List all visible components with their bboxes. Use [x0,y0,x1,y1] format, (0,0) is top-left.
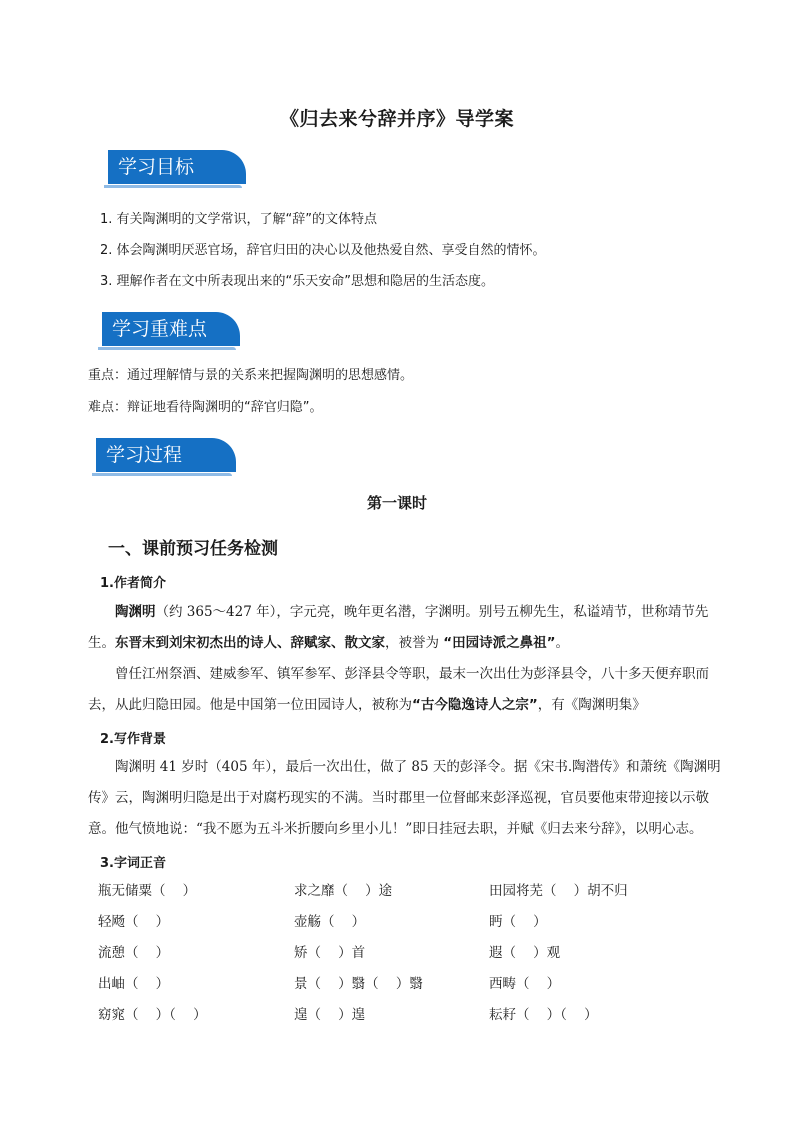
pronunciation-item: 眄（ ） [489,914,547,930]
author-p1-text3: 。 [555,635,570,651]
pronunciation-item: 耘耔（ ）（ ） [489,1007,598,1023]
pronunciation-row [88,969,728,1000]
document-title: 《归去来兮辞并序》导学案 [279,108,514,130]
pronunciation-row [88,1000,728,1031]
author-paragraph-1 [88,597,728,659]
author-honor: “田园诗派之鼻祖” [443,635,556,651]
goal-item-2: 2. 体会陶渊明厌恶官场，辞官归田的决心以及他热爱自然、享受自然的情怀。 [100,243,546,258]
pronunciation-row [88,907,728,938]
pronunciation-item: 流憩（ ） [98,945,170,961]
pronunciation-item: 田园将芜（ ）胡不归 [489,883,628,899]
author-p2-text1: 曾任江州祭酒、建威参军、镇军参军、彭泽县令等职，最末一次出仕为彭泽县令，八十多天便弃职而去，从此归隐田园。他是中国第一位田园诗人，被称为 [88,666,709,713]
pronunciation-row [88,876,728,907]
author-p1-text2: ，被誉为 [385,635,444,651]
pronunciation-item: 西畴（ ） [489,976,561,992]
author-name: 陶渊明 [115,604,156,620]
goal-item-1: 1. 有关陶渊明的文学常识，了解“辞”的文体特点 [100,212,378,227]
author-paragraph-2 [88,659,728,721]
lesson-heading: 第一课时 [366,494,427,512]
author-recluse-title: “古今隐逸诗人之宗” [412,697,538,713]
part-one-heading: 一、课前预习任务检测 [108,539,278,559]
pronunciation-item: 遐（ ）观 [489,945,561,961]
section-header-goals [108,150,246,184]
pronunciation-item: 瓶无储粟（ ） [98,883,197,899]
pronunciation-item: 轻飏（ ） [98,914,170,930]
pronunciation-item: 窈窕（ ）（ ） [98,1007,207,1023]
pronunciation-item: 矫（ ）首 [294,945,366,961]
section-header-key-points-label: 学习重难点 [112,318,208,340]
difficult-point: 难点：辩证地看待陶渊明的“辞官归隐”。 [88,400,323,415]
author-heading: 1.作者简介 [100,576,166,591]
pronunciation-item: 壶觞（ ） [294,914,366,930]
section-header-key-points [102,312,240,346]
background-paragraph: 陶渊明 41 岁时（405 年），最后一次出仕，做了 85 天的彭泽令。据《宋书.陶潜传》和萧统《陶渊明传》云，陶渊明归隐是出于对腐朽现实的不满。当时郡里一位督邮来彭泽巡视，官员要他束带迎接以示敬意。他气愤地说：“我不愿为五斗米折腰向乡里小儿！”即日挂冠去职，并赋《归去来兮辞》，以明心志。 [88,759,721,837]
pronunciation-item: 求之靡（ ）途 [294,883,393,899]
section-header-process [96,438,236,472]
pronunciation-heading: 3.字词正音 [100,856,166,871]
author-p1-text1: （约 365～427 年），字元亮，晚年更名潜，字渊明。别号五柳先生，私谥靖节，世称靖节先生。 [88,604,709,651]
goal-item-3: 3. 理解作者在文中所表现出来的“乐天安命”思想和隐居的生活态度。 [100,274,495,289]
pronunciation-item: 遑（ ）遑 [294,1007,366,1023]
background-heading: 2.写作背景 [100,732,166,747]
pronunciation-row [88,938,728,969]
author-titles: 东晋末到刘宋初杰出的诗人、辞赋家、散文家 [115,635,385,651]
pronunciation-item: 出岫（ ） [98,976,170,992]
section-header-process-label: 学习过程 [106,444,183,466]
key-point: 重点：通过理解情与景的关系来把握陶渊明的思想感情。 [88,368,414,383]
section-header-goals-label: 学习目标 [118,156,195,178]
author-p2-text2: ，有《陶渊明集》 [537,697,646,713]
pronunciation-grid [88,876,728,1031]
pronunciation-item: 景（ ）翳（ ）翳 [294,976,423,992]
